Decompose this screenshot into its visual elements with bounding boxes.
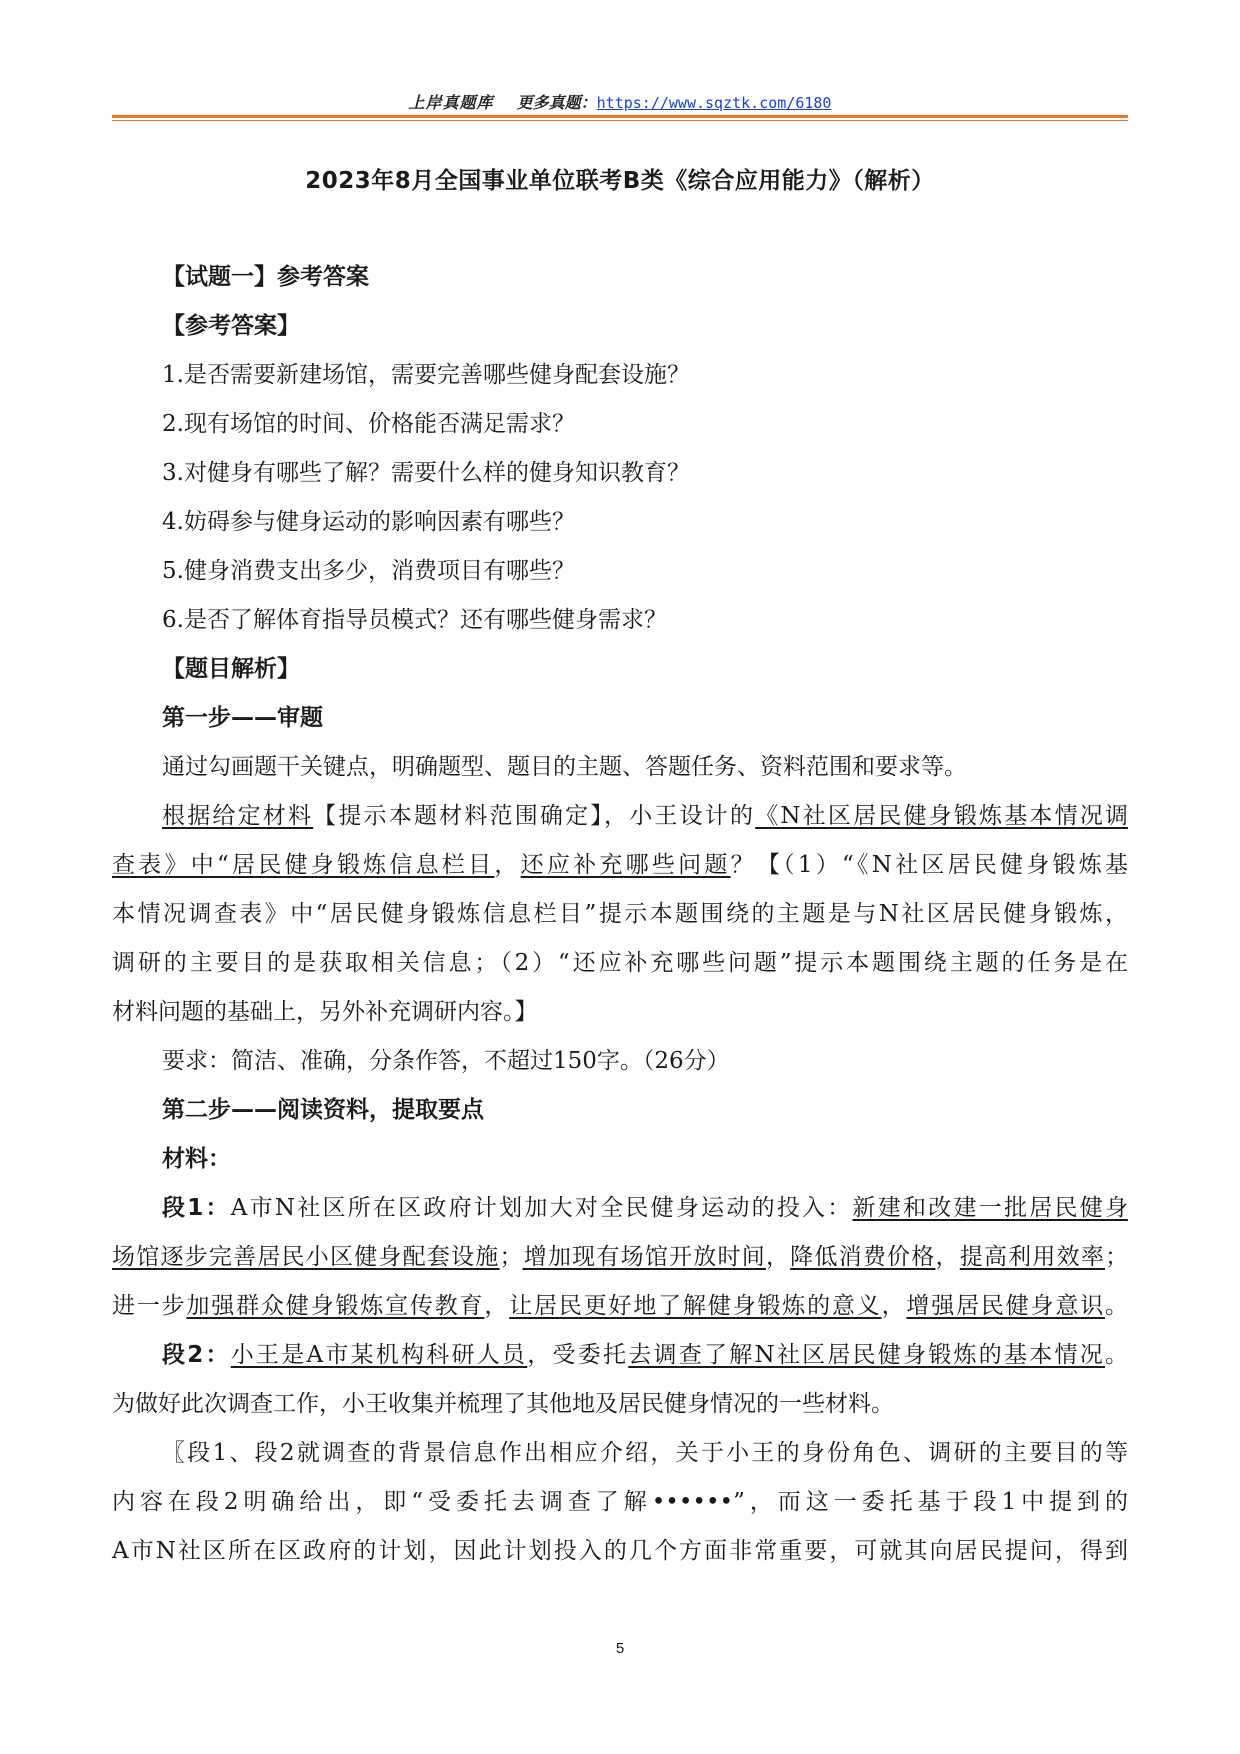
header-url-link[interactable]: https://www.sqztk.com/6180 — [596, 94, 832, 112]
answer-item: 3.对健身有哪些了解？需要什么样的健身知识教育？ — [162, 460, 690, 486]
paragraph-line: 为做好此次调查工作，小王收集并梳理了其他地及居民健身情况的一些材料。 — [112, 1391, 894, 1417]
paragraph-line — [112, 1331, 1128, 1380]
segment-label: 段1： — [162, 1195, 231, 1221]
underlined-text: 增加现有场馆开放时间 — [522, 1244, 766, 1270]
segment-label: 段2： — [162, 1342, 231, 1368]
requirement-text: 要求：简洁、准确，分条作答，不超过150字。（26分） — [162, 1048, 730, 1074]
answer-item: 2.现有场馆的时间、价格能否满足需求？ — [162, 411, 575, 437]
material-label: 材料： — [162, 1146, 231, 1172]
paragraph-line: 〖段1、段2就调查的背景信息作出相应介绍，关于小王的身份角色、调研的主要目的等 — [162, 1440, 1128, 1466]
underlined-text: 查表》中“居民健身锻炼信息栏目 — [112, 852, 495, 878]
underlined-text: 小王是A市某机构科研人员 — [230, 1342, 528, 1368]
step2-heading: 第二步——阅读资料，提取要点 — [162, 1097, 484, 1123]
underlined-text: 根据给定材料 — [162, 803, 314, 829]
paragraph-line: 材料问题的基础上，另外补充调研内容。】 — [112, 999, 538, 1025]
paragraph-line: 本情况调查表》中“居民健身锻炼信息栏目”提示本题围绕的主题是与N社区居民健身锻炼， — [112, 901, 1128, 927]
paragraph-line — [112, 1184, 1128, 1233]
answer-item: 4.妨碍参与健身运动的影响因素有哪些？ — [162, 509, 575, 535]
underlined-text: 《N社区居民健身锻炼基本情况调 — [755, 803, 1129, 829]
underlined-text: 去调查了解N社区居民健身锻炼的基本情况 — [628, 1342, 1105, 1368]
paragraph-line — [112, 1233, 1128, 1282]
text-run: 。 — [1105, 1342, 1128, 1368]
answer-item: 1.是否需要新建场馆，需要完善哪些健身配套设施？ — [162, 362, 690, 388]
step1-intro: 通过勾画题干关键点，明确题型、题目的主题、答题任务、资料范围和要求等。 — [162, 754, 967, 780]
text-run: 。 — [1105, 1293, 1129, 1319]
text-run: ， — [881, 1293, 907, 1319]
document-title: 2023年8月全国事业单位联考B类《综合应用能力》（解析） — [305, 168, 935, 194]
analysis-heading: 【题目解析】 — [162, 656, 300, 682]
underlined-text: 提高利用效率 — [959, 1244, 1106, 1270]
text-run: ； — [1105, 1244, 1129, 1270]
answer-heading: 【参考答案】 — [162, 313, 300, 339]
text-run: A市N社区所在区政府计划加大对全民健身运动的投入： — [230, 1195, 853, 1221]
document-body — [112, 253, 1128, 1576]
text-run: ； — [499, 1244, 523, 1270]
paragraph-line — [112, 841, 1128, 890]
page-number: 5 — [615, 1640, 625, 1657]
paragraph-line: 内容在段2明确给出，即“受委托去调查了解••••••”，而这一委托基于段1中提到的 — [112, 1489, 1128, 1515]
paragraph-line — [112, 1282, 1128, 1331]
underlined-text: 新建和改建一批居民健身 — [852, 1195, 1128, 1221]
header-brand: 上岸真题库 — [408, 93, 494, 112]
text-run: ，受委托 — [527, 1342, 629, 1368]
paragraph-line: 调研的主要目的是获取相关信息；（2）“还应补充哪些问题”提示本题围绕主题的任务是在 — [112, 950, 1128, 976]
underlined-text: 降低消费价格 — [790, 1244, 936, 1270]
underlined-text: 加强群众健身锻炼宣传教育 — [186, 1293, 485, 1319]
text-run: 进一步 — [112, 1293, 187, 1319]
underlined-text: 增强居民健身意识 — [906, 1293, 1106, 1319]
text-run: 【提示本题材料范围确定】，小王设计的 — [313, 803, 756, 829]
underlined-text: 场馆逐步完善居民小区健身配套设施 — [112, 1244, 500, 1270]
underlined-text: 让居民更好地了解健身锻炼的意义 — [509, 1293, 882, 1319]
header-more-label: 更多真题： — [516, 93, 597, 112]
text-run: ？【（1）“《N社区居民健身锻炼基 — [730, 852, 1129, 878]
underlined-text: 还应补充哪些问题 — [520, 852, 731, 878]
page-header — [0, 90, 1240, 113]
text-run: ， — [935, 1244, 960, 1270]
answer-item: 6.是否了解体育指导员模式？还有哪些健身需求？ — [162, 607, 667, 633]
header-divider — [112, 115, 1128, 118]
step1-heading: 第一步——审题 — [162, 705, 323, 731]
text-run: ， — [494, 852, 521, 878]
text-run: ， — [765, 1244, 791, 1270]
paragraph-line: A市N社区所在区政府的计划，因此计划投入的几个方面非常重要，可就其向居民提问，得到 — [112, 1538, 1128, 1564]
text-run: ， — [484, 1293, 510, 1319]
answer-item: 5.健身消费支出多少，消费项目有哪些？ — [162, 558, 575, 584]
paragraph-line — [112, 792, 1128, 841]
section-heading: 【试题一】参考答案 — [162, 264, 369, 290]
header-divider-thin — [112, 120, 1128, 121]
